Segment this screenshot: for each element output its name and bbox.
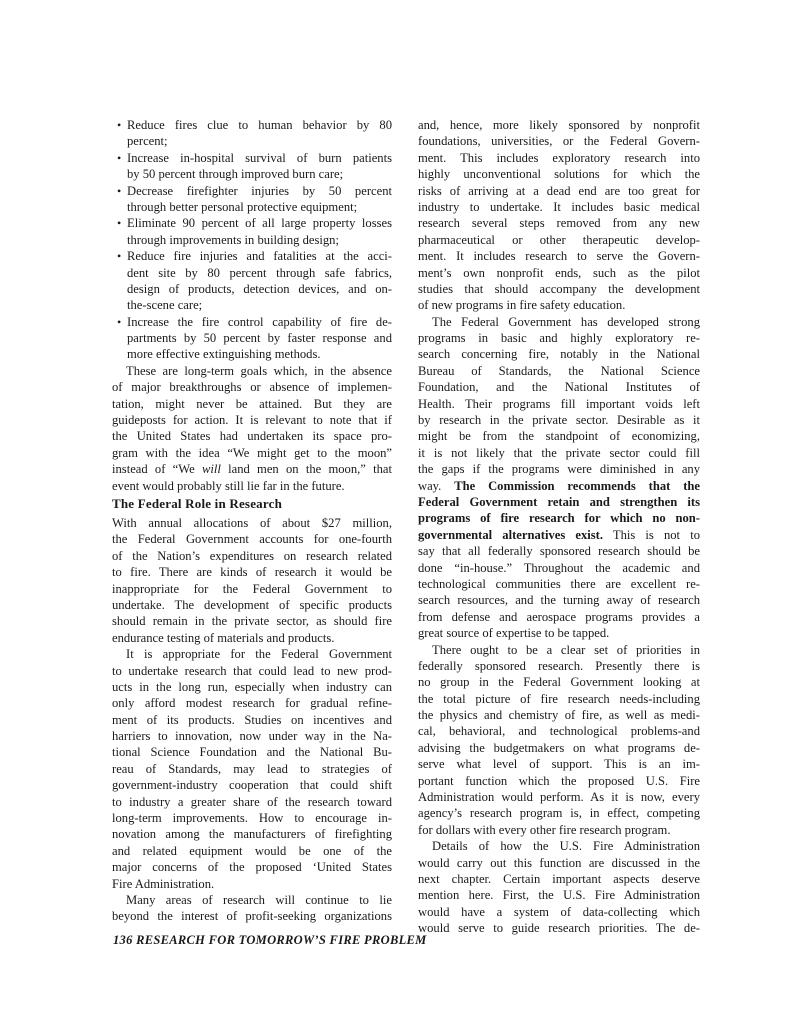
text-line: the-scene care;: [127, 298, 203, 313]
text-line: would have a system of data-collecting which: [418, 904, 700, 919]
text-line: for dollars with every other fire research program.: [418, 822, 671, 837]
text-line: the United States had undertaken its space pro-: [112, 429, 392, 444]
text-line: through improvements in building design;: [127, 232, 339, 247]
text-line: the total picture of fire research needs-including: [418, 691, 700, 706]
text-line: Many areas of research will continue to lie: [126, 892, 392, 907]
text-line: [418, 478, 700, 494]
text-line: programs in basic and highly exploratory re-: [418, 331, 700, 346]
text-line: Details of how the U.S. Fire Administration: [432, 839, 700, 854]
bullet-icon: •: [117, 150, 122, 165]
goal-bullet: [112, 183, 392, 216]
text-line: partments by 50 percent by faster response and: [127, 331, 392, 346]
text-line: beyond the interest of profit-seeking organizations: [112, 909, 392, 924]
goal-bullet: [112, 248, 392, 314]
text-line: Foundation, and the National Institutes of: [418, 380, 700, 395]
text-line: Reduce fire injuries and fatalities at the acci-: [127, 249, 392, 264]
text-line: serve what level of support. This is an im-: [418, 757, 700, 772]
paragraph: [112, 515, 392, 646]
text-line: great source of expertise to be tapped.: [418, 626, 610, 641]
text-line: federally sponsored research. Presently there is: [418, 658, 700, 673]
text-line: Decrease firefighter injuries by 50 percent: [127, 183, 392, 198]
text-line: advising the budgetmakers on what programs de-: [418, 740, 700, 755]
text-line: tation, might never be attained. But they are: [112, 396, 392, 411]
bold-text: Federal Government retain and strengthen its: [418, 494, 700, 509]
text-line: percent;: [127, 134, 168, 149]
text-line: research several steps removed from any new: [418, 216, 700, 231]
text-line: harriers to innovation, now under way in the Na-: [112, 729, 392, 744]
text-line: endurance testing of materials and products.: [112, 630, 335, 645]
text-line: Bureau of Standards, the National Science: [418, 363, 700, 378]
bullet-icon: •: [117, 183, 122, 198]
text-line: ment of its products. Studies on incentives and: [112, 712, 392, 727]
text-line: novation among the manufacturers of firefighting: [112, 827, 392, 842]
text-line: highly unconventional solutions for which the: [418, 167, 700, 182]
section-heading: The Federal Role in Research: [112, 496, 282, 511]
text-line: of new programs in fire safety education.: [418, 298, 626, 313]
right-column: [418, 117, 700, 937]
text-line: to fire. There are kinds of research it would be: [112, 565, 392, 580]
text-line: Increase the fire control capability of fire de-: [127, 314, 392, 329]
text-segment: instead of “We: [112, 462, 202, 477]
section-body: [112, 515, 392, 925]
bullet-icon: •: [117, 249, 122, 264]
right-column-body: [418, 117, 700, 937]
page-footer: 136 RESEARCH FOR TOMORROW’S FIRE PROBLEM: [113, 933, 427, 947]
text-line: [112, 461, 392, 477]
text-line: search concerning fire, notably in the National: [418, 347, 700, 362]
bullet-icon: •: [117, 314, 122, 329]
goal-bullet: [112, 117, 392, 150]
text-line: the Federal Government accounts for one-fourth: [112, 532, 392, 547]
text-line: reau of Standards, may lead to strategies of: [112, 761, 392, 776]
text-line: would carry out this function are discussed in the: [418, 855, 700, 870]
text-line: mention here. First, the U.S. Fire Administration: [418, 888, 700, 903]
text-line: long-term improvements. How to encourage in-: [112, 811, 392, 826]
text-line: With annual allocations of about $27 million,: [112, 516, 392, 530]
paragraph: [418, 314, 700, 642]
text-line: to undertake research that could lead to new prod-: [112, 663, 392, 678]
text-line: of the Nation’s expenditures on research related: [112, 548, 392, 563]
text-line: studies that should accompany the development: [418, 281, 700, 296]
text-line: agency’s research program is, in effect, competing: [418, 806, 700, 821]
text-line: pharmaceutical or other therapeutic develop-: [418, 232, 700, 247]
text-line: foundations, universities, or the Federal Govern-: [418, 134, 700, 149]
text-line: These are long-term goals which, in the absence: [126, 363, 392, 378]
text-line: government-industry cooperation that could shift: [112, 778, 392, 793]
text-line: portant function which the proposed U.S. Fire: [418, 773, 700, 788]
text-line: by 50 percent through improved burn care;: [127, 167, 344, 182]
text-line: only afford modest research for gradual refine-: [112, 696, 392, 711]
text-line: should remain in the private sector, as should fire: [112, 614, 392, 629]
text-line: Increase in-hospital survival of burn patients: [127, 150, 392, 165]
paragraph: [112, 646, 392, 892]
text-line: gram with the idea “We might get to the moon”: [112, 445, 392, 460]
paragraph: [112, 892, 392, 925]
paragraph: [418, 838, 700, 936]
text-line: cal, behavioral, and technological problems-and: [418, 724, 700, 739]
text-segment: way.: [418, 478, 455, 493]
text-line: say that all federally sponsored research should be: [418, 544, 700, 559]
text-line: Administration would perform. As it is now, every: [418, 790, 700, 805]
text-line: The Federal Government has developed strong: [432, 314, 700, 329]
text-segment: This is not to: [603, 527, 700, 542]
text-line: the gaps if the programs were diminished in any: [418, 462, 700, 477]
text-line: There ought to be a clear set of priorities in: [432, 642, 700, 657]
bold-text: governmental alternatives exist.: [418, 527, 603, 542]
text-line: of major breakthroughs or absence of implemen-: [112, 380, 392, 395]
text-line: industry to undertake. It includes basic medical: [418, 199, 700, 214]
text-line: inappropriate for the Federal Government to: [112, 581, 392, 596]
text-line: would serve to guide research priorities. The de-: [418, 921, 700, 936]
left-column-lower: [112, 495, 392, 925]
text-line: done “in-house.” Throughout the academic and: [418, 560, 700, 575]
text-line: Health. Their programs fill important voids left: [418, 396, 700, 411]
text-line: it is not likely that the private sector could fill: [418, 445, 700, 460]
text-line: ment. It includes research to serve the Govern-: [418, 249, 700, 264]
text-line: technological communities there are excellent re-: [418, 576, 700, 591]
bold-text: The Commission recommends that the: [454, 478, 700, 493]
text-line: and, hence, more likely sponsored by nonprofit: [418, 118, 700, 132]
text-line: [418, 494, 700, 510]
goals-paragraph: [112, 363, 392, 494]
text-line: Reduce fires clue to human behavior by 80: [127, 118, 392, 132]
text-line: no group in the Federal Government looking at: [418, 675, 700, 690]
text-line: search resources, and the turning away of research: [418, 593, 700, 608]
text-line: risks of arriving at a dead end are too great for: [418, 183, 700, 198]
text-line: undertake. The development of specific products: [112, 597, 392, 612]
text-line: ment’s own nonprofit ends, such as the pilot: [418, 265, 700, 280]
text-line: more effective extinguishing methods.: [127, 347, 321, 362]
text-line: to industry a greater share of the research toward: [112, 794, 392, 809]
goal-bullet: [112, 150, 392, 183]
text-line: ment. This includes exploratory research into: [418, 150, 700, 165]
text-line: Fire Administration.: [112, 876, 215, 891]
text-line: event would probably still lie far in the future.: [112, 478, 345, 493]
italic-text: will: [201, 462, 221, 477]
text-line: dent site by 80 percent through safe fabrics,: [127, 265, 392, 280]
text-line: by research in the private sector. Desirable as it: [418, 413, 700, 428]
text-line: through better personal protective equipment;: [127, 199, 358, 214]
bold-text: programs of fire research for which no non-: [418, 511, 700, 526]
text-line: might be from the standpoint of economizing,: [418, 429, 700, 444]
text-line: tional Science Foundation and the National Bu-: [112, 745, 392, 760]
text-line: ucts in the long run, especially when industry can: [112, 679, 392, 694]
text-line: and related equipment would be one of the: [112, 843, 392, 858]
text-line: [418, 510, 700, 526]
text-line: It is appropriate for the Federal Government: [126, 647, 392, 662]
text-line: the physics and chemistry of fire, as well as medi-: [418, 708, 700, 723]
text-line: [418, 527, 700, 543]
goal-bullet: [112, 215, 392, 248]
text-line: from defense and aerospace programs provides a: [418, 609, 700, 624]
text-line: design of products, detection devices, and on-: [127, 281, 392, 296]
text-line: Eliminate 90 percent of all large property losses: [127, 216, 392, 231]
goal-bullet: [112, 314, 392, 363]
text-line: guideposts for action. It is relevant to note that if: [112, 413, 392, 428]
text-segment: land men on the moon,” that: [220, 462, 393, 477]
text-line: next chapter. Certain important aspects deserve: [418, 871, 700, 886]
text-line: major concerns of the proposed ‘United States: [112, 860, 392, 875]
bullet-icon: •: [117, 216, 122, 231]
goal-bullet-list: [112, 117, 392, 363]
paragraph: [418, 117, 700, 314]
paragraph: [418, 642, 700, 839]
left-column: [112, 117, 392, 494]
bullet-icon: •: [117, 118, 122, 132]
